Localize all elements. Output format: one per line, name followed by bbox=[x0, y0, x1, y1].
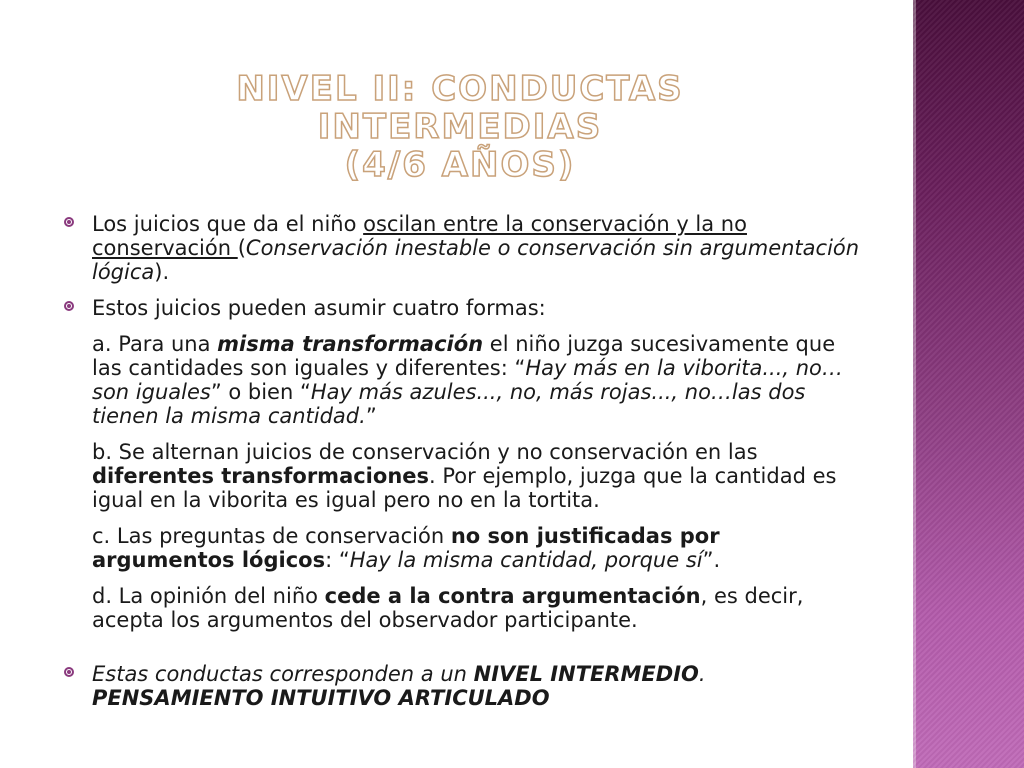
sub-a-quote-1: Hay más en la viborita..., no… son iguales bbox=[92, 356, 843, 404]
sub-c-italic: Hay la misma cantidad, porque sí bbox=[349, 548, 703, 572]
bullet-1-underlined: oscilan entre la conservación y la no conservación bbox=[92, 212, 747, 260]
bullet-3-bold-italic-2: PENSAMIENTO INTUITIVO ARTICULADO bbox=[92, 686, 550, 710]
spacer bbox=[62, 644, 862, 662]
sub-c-text-2: : “ bbox=[325, 548, 350, 572]
sub-c-text-1: c. Las preguntas de conservación bbox=[92, 524, 451, 548]
bullet-1-paren-open: ( bbox=[237, 236, 246, 260]
sub-a-text-1: a. Para una bbox=[92, 332, 218, 356]
bullet-1-text-1: Los juicios que da el niño bbox=[92, 212, 364, 236]
circle-bullet-icon bbox=[64, 217, 74, 227]
sidebar-texture bbox=[913, 0, 1024, 768]
sub-b-text-1: b. Se alternan juicios de conservación y no conservación en las bbox=[92, 440, 758, 464]
circle-bullet-icon bbox=[64, 667, 74, 677]
bullet-item-3 bbox=[62, 662, 862, 710]
sub-a-text-2: el niño juzga sucesivamente que las cantidades son iguales y diferentes: “ bbox=[92, 332, 836, 380]
bullet-3-italic-2: . bbox=[698, 662, 706, 686]
sub-b-text-2: . Por ejemplo, juzga que la cantidad es igual en la viborita es igual pero no en la tortita. bbox=[92, 464, 837, 512]
title-line-1: NIVEL II: CONDUCTAS INTERMEDIAS bbox=[236, 69, 684, 147]
title-line-2: (4/6 AÑOS) bbox=[344, 145, 576, 185]
decorative-sidebar bbox=[913, 0, 1024, 768]
sub-item-c bbox=[62, 524, 862, 572]
sub-item-d bbox=[62, 584, 862, 632]
bullet-item-1 bbox=[62, 212, 862, 284]
sub-a-bold-italic: misma transformación bbox=[217, 332, 484, 356]
bullet-1-italic: Conservación inestable o conservación sin argumentación lógica bbox=[92, 236, 860, 284]
sub-d-text-1: d. La opinión del niño bbox=[92, 584, 325, 608]
sub-a-text-3: ” o bien “ bbox=[210, 380, 311, 404]
sub-a-text-4: ” bbox=[365, 404, 377, 428]
sub-d-text-2: , es decir, acepta los argumentos del observador participante. bbox=[92, 584, 804, 632]
sub-c-bold: no son justificadas por argumentos lógicos bbox=[92, 524, 720, 572]
bullet-3-bold-italic-1: NIVEL INTERMEDIO bbox=[473, 662, 699, 686]
circle-bullet-icon bbox=[64, 301, 74, 311]
slide-title bbox=[100, 70, 820, 184]
bullet-item-2 bbox=[62, 296, 862, 320]
bullet-3-italic-1: Estas conductas corresponden a un bbox=[92, 662, 474, 686]
bullet-1-paren-close: ). bbox=[154, 260, 170, 284]
sub-a-quote-2: Hay más azules..., no, más rojas..., no…las dos tienen la misma cantidad. bbox=[92, 380, 806, 428]
sub-item-b bbox=[62, 440, 862, 512]
sub-b-bold: diferentes transformaciones bbox=[92, 464, 430, 488]
slide-body bbox=[62, 212, 862, 722]
sub-d-bold: cede a la contra argumentación bbox=[324, 584, 701, 608]
sub-c-text-3: ”. bbox=[702, 548, 721, 572]
bullet-2-text: Estos juicios pueden asumir cuatro formas: bbox=[92, 296, 546, 320]
sub-item-a bbox=[62, 332, 862, 428]
